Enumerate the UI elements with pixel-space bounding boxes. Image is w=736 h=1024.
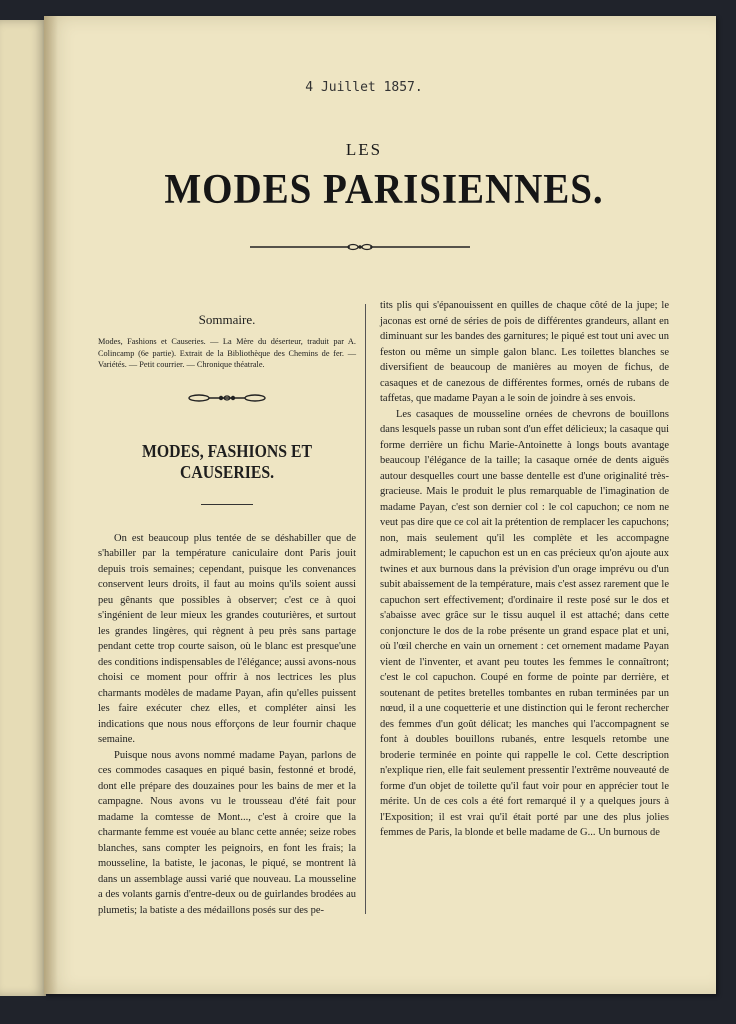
newspaper-page (44, 16, 716, 994)
article-paragraph: tits plis qui s'épanouissent en quilles de chaque côté de la jupe; le jaconas est orné de séries de pois de différentes grandeurs, allant en diminuant sur les bandes des garnitures; le piqué est tout uni avec un feston ou même un simple galon blanc. Les toilettes blanches se diversifient de beaucoup de manières au moyen de fichus, de casaques et de canezous de différentes formes, ornés de rubans de taffetas, que madame Payan a le soin de joindre à ses envois. (380, 300, 669, 404)
title-rule (201, 504, 253, 505)
ornament-rule-icon (250, 242, 470, 252)
small-ornament-icon (187, 393, 267, 403)
left-column (98, 312, 356, 918)
article-paragraph: On est beaucoup plus tentée de se déshabiller que de s'habiller par la température caniculaire dont Paris jouit depuis trois semaines; cependant, puisque les convenances conservent leurs droits, il faut au moins qu'ils soient aussi peu gênants que possibles à observer; c'est ce à quoi s'ingénient de leur mieux les grandes couturières, et surtout les grandes lingères, qui règnent à peu près sans partage pendant cette trop courte saison, où le blanc est presque'une des conditions indispensables de l'élégance; aussi avons-nous choisi ce moment pour offrir à nos lectrices les plus charmants modèles de madame Payan, afin qu'elles puissent les faire exécuter chez elles, et compléter ainsi les indications que nous nous efforçons de leur fournir chaque semaine. (98, 532, 356, 745)
facing-page-edge (0, 20, 46, 996)
issue-date: 4 Juillet 1857. (305, 80, 423, 95)
sommaire-text: Modes, Fashions et Causeries. — La Mère du déserteur, traduit par A. Colincamp (6e partie). Extrait de la Bibliothèque des Chemins de fer. — Variétés. — Petit courrier. — Chronique théatrale. (98, 337, 356, 369)
article-paragraph: Les casaques de mousseline ornées de chevrons de bouillons dans lesquels passe un ruban sont d'un effet délicieux; la casaque qui forme derrière un fichu Marie-Antoinette à longs bouts avantage beaucoup l'élégance de la taille; la casaque ornée de dents aiguës autour desquelles court une basse dentelle est d'une originalité très-gracieuse. Mais le produit le plus remarquable de l'imagination de madame Payan, c'est son dernier col : le col capuchon; ce nom ne veut pas dire que ce col ait la prétention de remplacer les capuchons; non, mais seulement qu'il les complète et les accompagne admirablement; le capuchon est un en cas précieux qu'on ajoute aux twines et aux burnous dans la prévision d'un orage imprévu ou d'un subit abaissement de la température, mais c'est assez rarement que le capuchon sert effectivement; d'ordinaire il reste posé sur le dos et s'abaisse avec grâce sur le tissu auquel il est attaché; dans cette conjoncture le dos de la robe présente un grand espace plat et uni, où l'œil cherche en vain un ornement : cet ornement madame Payan vient de l'inventer, et avant peu toutes les femmes le connaîtront; c'est le col capuchon. Coupé en forme de pointe par derrière, et soutenant de petites bretelles tombantes en ruban terminées par un nœud, il a une coquetterie et une distinction qui le feront rechercher des femmes d'un goût délicat; les manches qui l'accompagnent se font à doubles bouillons rubanés, entre lesquels retombe une broderie terminée en pointe qui rappelle le col. Cette description n'explique rien, elle fait seulement pressentir l'extrême nouveauté de forme d'un objet de toilette qu'il faut voir pour en apprécier tout le mérite. Un de ces cols a été fort remarqué il y a quelques jours à l'Exposition; il est vrai qu'il était porté par une des plus jolies femmes de Paris, la blonde et belle madame de G... Un burnous de (380, 408, 669, 838)
masthead-les: LES (345, 140, 383, 159)
sommaire-title: Sommaire. (198, 312, 256, 327)
article-paragraph: Puisque nous avons nommé madame Payan, parlons de ces commodes casaques en piqué basin, festonné et brodé, dont elle prépare des douzaines pour les bains de mer et la campagne. Nous avons vu le trousseau d'été fait pour madame la comtesse de Mont..., c'est à croire que la charmante femme est vouée au blanc cette année; seize robes blanches, sans compter les peignoirs, en font les frais; la mousseline, la batiste, le jaconas, le piqué, se montrent là dans un assemblage aussi varié que nouveau. La mousseline a des volants garnis d'entre-deux ou de guirlandes brodées au plumetis; la batiste a des médaillons posés sur des pe- (98, 749, 356, 916)
article-title: MODES, FASHIONS ET CAUSERIES. (142, 440, 312, 482)
masthead-title: MODES PARISIENNES. (164, 167, 604, 213)
column-divider (365, 304, 366, 914)
right-column (380, 298, 669, 841)
